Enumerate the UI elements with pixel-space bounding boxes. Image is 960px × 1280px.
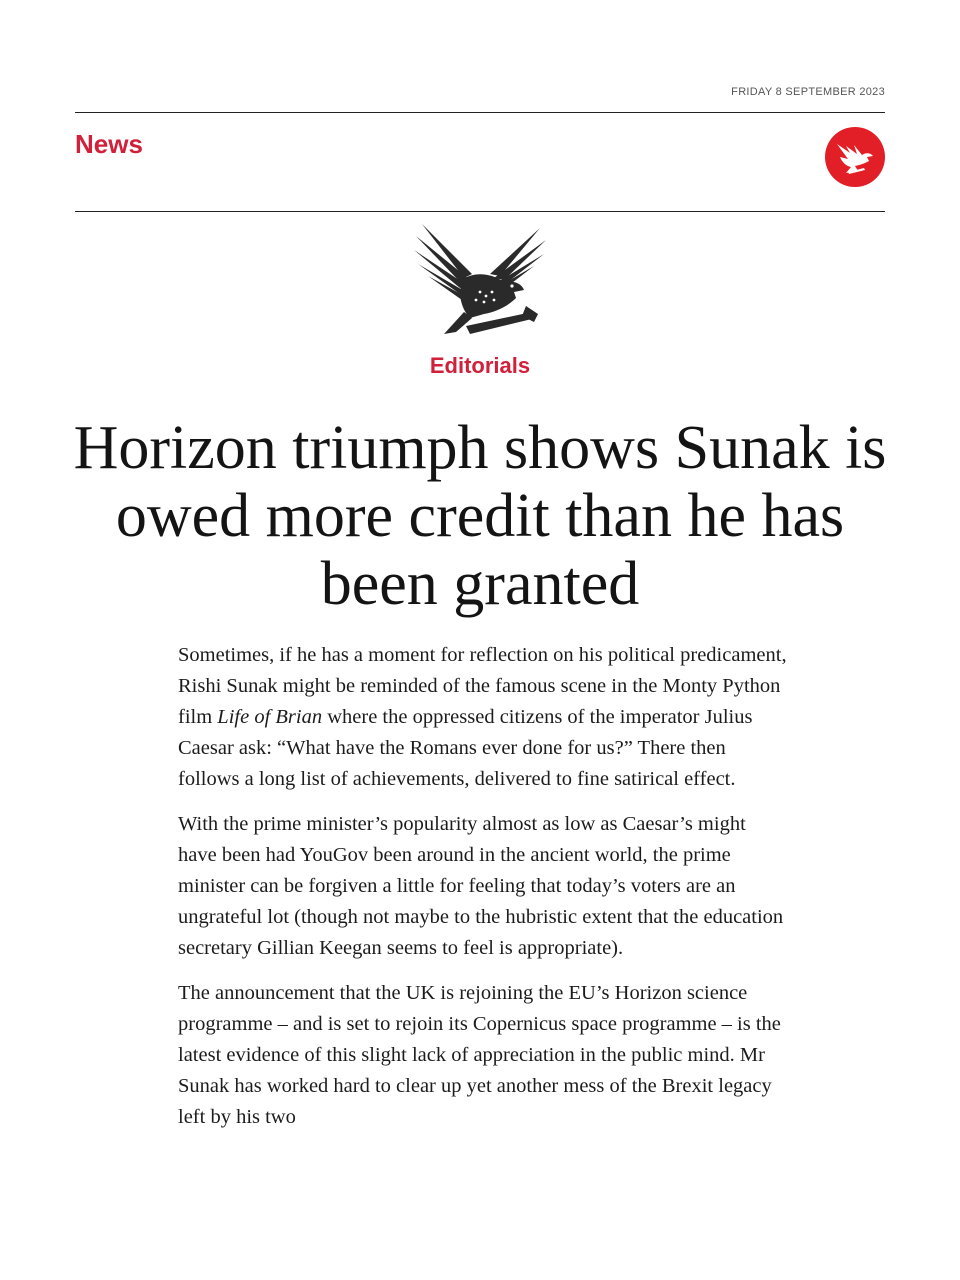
paragraph-1-text-b: where the oppressed citizens of the imperator Julius Caesar ask: “What have the Romans ever done for us?” There then follows a long list of achievements, delivered to fine satirical effect. — [178, 706, 753, 790]
film-title: Life of Brian — [217, 706, 323, 728]
headline: Horizon triumph shows Sunak is owed more credit than he has been granted — [73, 414, 887, 618]
top-rule — [75, 112, 885, 113]
section-kicker[interactable]: Editorials — [429, 353, 531, 378]
paragraph-1 — [178, 640, 788, 795]
eagle-illustration — [414, 222, 548, 344]
section-label[interactable]: News — [75, 129, 143, 159]
bottom-rule — [75, 211, 885, 212]
publication-date: FRIDAY 8 SEPTEMBER 2023 — [731, 86, 885, 98]
paragraph-1-text-a: Sometimes, if he has a moment for reflection on his political predicament, Rishi Sunak might be reminded of the famous scene in the Monty Python film — [178, 644, 787, 728]
paragraph-3: The announcement that the UK is rejoining the EU’s Horizon science programme – and is set to rejoin its Copernicus space programme – is the latest evidence of this slight lack of appreciation in the public mind. Mr Sunak has worked hard to clear up yet another mess of the Brexit legacy left by his two — [178, 982, 781, 1128]
eagle-logo-badge-icon[interactable] — [824, 126, 886, 188]
paragraph-2: With the prime minister’s popularity almost as low as Caesar’s might have been had YouGov been around in the ancient world, the prime minister can be forgiven a little for feeling that today’s voters are an ungrateful lot (though not maybe to the hubristic extent that the education secretary Gillian Keegan seems to feel is appropriate). — [178, 813, 784, 959]
article-body — [178, 640, 788, 1147]
